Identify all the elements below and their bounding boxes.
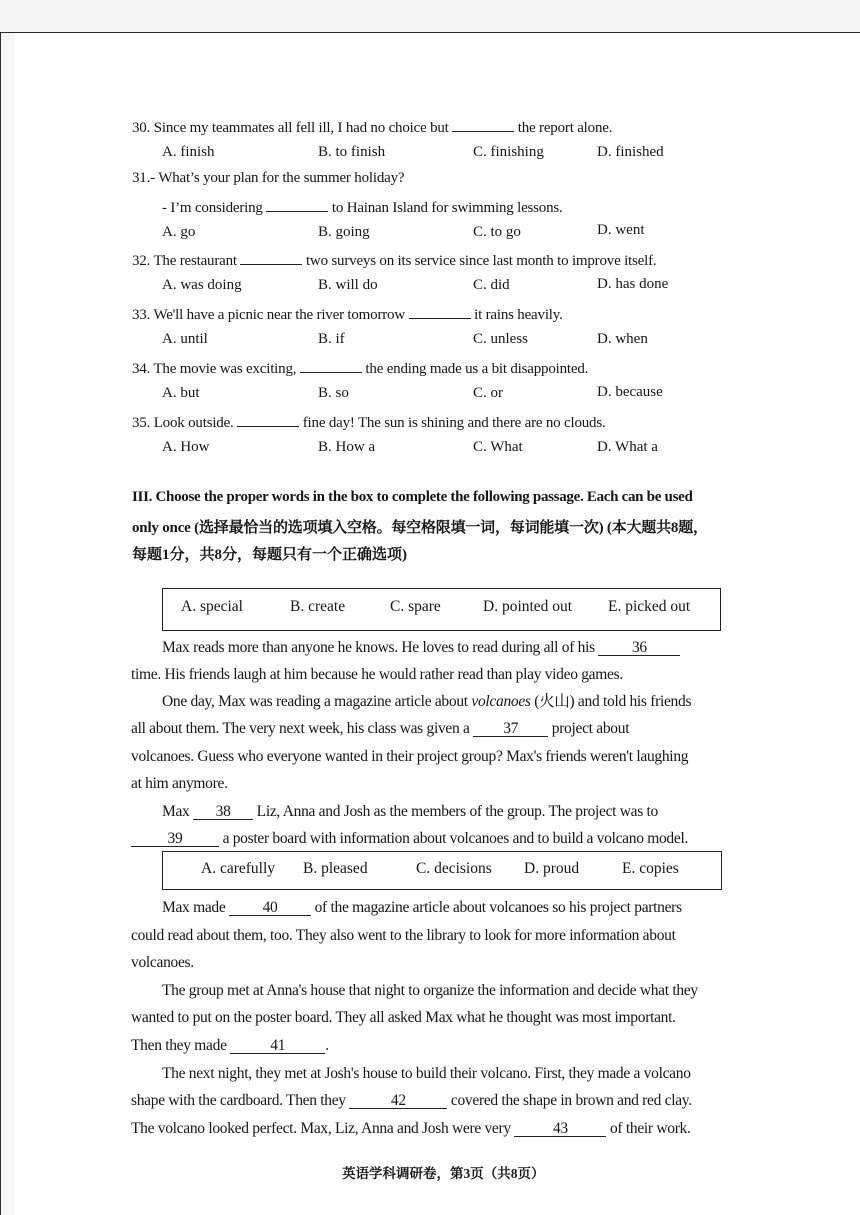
word-box-1 [162,588,721,631]
option-c[interactable]: C. finishing [473,144,544,160]
option-d[interactable]: D. went [597,222,645,238]
passage-line: Max made 40 of the magazine article about volcanoes so his project partners [162,899,682,916]
question-33 [132,304,563,324]
question-31 [132,170,404,187]
question-number: 35. [132,415,151,431]
word-option: D. pointed out [483,598,573,615]
passage-line: The next night, they met at Josh's house to build their volcano. First, they made a volcano [162,1065,691,1082]
blank-42[interactable]: 42 [349,1093,447,1109]
word-option: D. proud [524,860,580,877]
option-b[interactable]: B. so [318,385,349,401]
word-option: C. decisions [416,860,492,877]
passage-line: Max reads more than anyone he knows. He loves to read during all of his 36 [162,634,680,661]
page-footer: 英语学科调研卷，第3页（共8页） [342,1166,545,1181]
option-d[interactable]: D. finished [597,144,664,160]
passage-line: 39 a poster board with information about volcanoes and to build a volcano model. [131,825,688,852]
question-text: it rains heavily. [474,307,563,323]
answer-blank[interactable] [452,117,514,132]
section-scoring: 每题1分，共8分，每题只有一个正确选项) [132,547,407,563]
option-a[interactable]: A. go [162,224,196,240]
passage-line: time. His friends laugh at him because he would rather read than play video games. [131,666,623,683]
option-b[interactable]: B. to finish [318,144,386,160]
question-text: fine day! The sun is shining and there are no clouds. [302,415,606,431]
answer-blank[interactable] [240,250,302,265]
question-text: to Hainan Island for swimming lessons. [331,200,563,216]
blank-43[interactable]: 43 [514,1121,606,1137]
option-c[interactable]: C. unless [473,331,529,347]
answer-blank[interactable] [300,358,362,373]
passage-line: wanted to put on the poster board. They all asked Max what he thought was most important. [131,1009,676,1026]
question-30 [132,117,612,137]
passage-line: volcanoes. Guess who everyone wanted in their project group? Max's friends weren't laughing [131,748,689,765]
question-31-line2 [162,197,563,217]
passage-line: The volcano looked perfect. Max, Liz, Anna and Josh were very 43 of their work. [131,1120,691,1137]
question-number: 30. [132,120,151,136]
option-d[interactable]: D. has done [597,276,669,292]
question-number: 34. [132,361,151,377]
page-left-border [0,32,1,1215]
blank-41[interactable]: 41 [230,1038,325,1054]
section-heading: III. Choose the proper words in the box to complete the following passage. Each can be used [132,489,693,505]
question-text: the report alone. [517,120,613,136]
blank-39[interactable]: 39 [131,831,219,847]
answer-blank[interactable] [237,412,299,427]
word-box-2 [162,851,722,890]
option-a[interactable]: A. finish [162,144,215,160]
question-32 [132,250,656,270]
option-b[interactable]: B. going [318,224,370,240]
question-text: Look outside. [153,415,234,431]
option-c[interactable]: C. What [473,439,523,455]
question-35 [132,412,606,432]
passage-line: could read about them, too. They also went to the library to look for more information about [131,927,676,944]
word-option: B. pleased [303,860,368,877]
passage-line: all about them. The very next week, his class was given a 37 project about [131,720,630,737]
question-34 [132,358,588,378]
passage-line: at him anymore. [131,775,228,792]
question-text: We'll have a picnic near the river tomorrow [153,307,405,323]
question-text: the ending made us a bit disappointed. [365,361,589,377]
option-a[interactable]: A. but [162,385,200,401]
question-text: - What’s your plan for the summer holiday? [150,170,405,186]
option-c[interactable]: C. did [473,277,510,293]
word-option: C. spare [390,598,441,615]
blank-38[interactable]: 38 [193,804,253,820]
passage-line: shape with the cardboard. Then they 42 covered the shape in brown and red clay. [131,1092,692,1109]
option-b[interactable]: B. if [318,331,345,347]
word-option: B. create [290,598,346,615]
option-a[interactable]: A. until [162,331,208,347]
question-text: - I’m considering [162,200,263,216]
option-b[interactable]: B. will do [318,277,378,293]
question-text: The movie was exciting, [153,361,297,377]
passage-line: volcanoes. [131,954,194,971]
question-text: Since my teammates all fell ill, I had no choice but [153,120,449,136]
option-d[interactable]: D. because [597,384,663,400]
word-option: A. special [181,598,243,615]
blank-36[interactable]: 36 [598,640,680,656]
option-b[interactable]: B. How a [318,439,376,455]
word-option: A. carefully [201,860,276,877]
option-c[interactable]: C. to go [473,224,521,240]
blank-40[interactable]: 40 [229,900,311,916]
word-option: E. copies [622,860,679,877]
passage-line: One day, Max was reading a magazine article about volcanoes (火山) and told his friends [162,693,692,710]
passage-line: Max 38 Liz, Anna and Josh as the members of the group. The project was to [162,803,658,820]
passage-line: Then they made 41 . [131,1037,329,1054]
question-text: The restaurant [153,253,237,269]
question-text: two surveys on its service since last month to improve itself. [305,253,657,269]
option-d[interactable]: D. What a [597,439,658,455]
word-option: E. picked out [608,598,691,615]
question-number: 32. [132,253,151,269]
option-a[interactable]: A. How [162,439,210,455]
answer-blank[interactable] [266,197,328,212]
option-c[interactable]: C. or [473,385,503,401]
question-number: 33. [132,307,151,323]
option-d[interactable]: D. when [597,331,648,347]
question-number: 31. [132,170,151,186]
passage-line: The group met at Anna's house that night to organize the information and decide what they [162,982,698,999]
option-a[interactable]: A. was doing [162,277,242,293]
section-instructions: only once (选择最恰当的选项填入空格。每空格限填一词，每词能填一次) (本大题共8题， [132,520,708,536]
blank-37[interactable]: 37 [473,721,548,737]
answer-blank[interactable] [409,304,471,319]
